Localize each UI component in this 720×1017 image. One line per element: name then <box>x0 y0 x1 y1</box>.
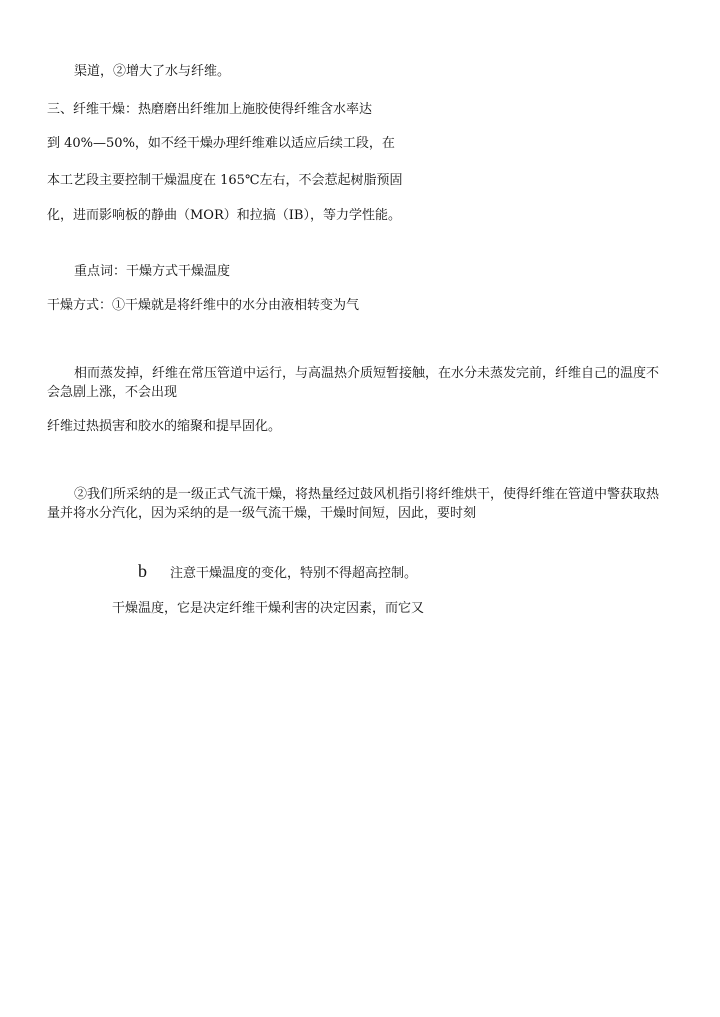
section-heading-line: 三、纤维干燥：热磨磨出纤维加上施胶使得纤维含水率达 <box>47 102 373 117</box>
keywords-line: 重点词：干燥方式干燥温度 <box>74 264 231 279</box>
paragraph-line: 干燥方式：①干燥就是将纤维中的水分由液相转变为气 <box>47 298 360 313</box>
paragraph-line: 渠道，②增大了水与纤维。 <box>74 64 231 79</box>
paragraph-line: 到 40%—50%，如不经干燥办理纤维难以适应后续工段，在 <box>47 136 395 151</box>
paragraph-line: 干燥温度，它是决定纤维干燥利害的决定因素，而它又 <box>112 601 425 616</box>
paragraph-line: 本工艺段主要控制干燥温度在 165℃左右，不会惹起树脂预固 <box>47 173 403 188</box>
paragraph-line: 注意干燥温度的变化，特别不得超高控制。 <box>170 566 418 581</box>
paragraph-block: 相而蒸发掉，纤维在常压管道中运行，与高温热介质短暂接触，在水分未蒸发完前，纤维自己的温度不会急剧上涨，不会出现 <box>47 366 660 400</box>
paragraph-line: 化，进而影响板的静曲（MOR）和拉搞（IB），等力学性能。 <box>47 208 401 223</box>
paragraph-block: ②我们所采纳的是一级正式气流干燥，将热量经过鼓风机指引将纤维烘干，使得纤维在管道中警获取热量并将水分汽化，因为采纳的是一级气流干燥，干燥时间短，因此，要时刻 <box>47 487 660 521</box>
paragraph-line: 纤维过热损害和胶水的缩聚和提早固化。 <box>47 419 282 434</box>
list-marker: b <box>138 561 147 581</box>
